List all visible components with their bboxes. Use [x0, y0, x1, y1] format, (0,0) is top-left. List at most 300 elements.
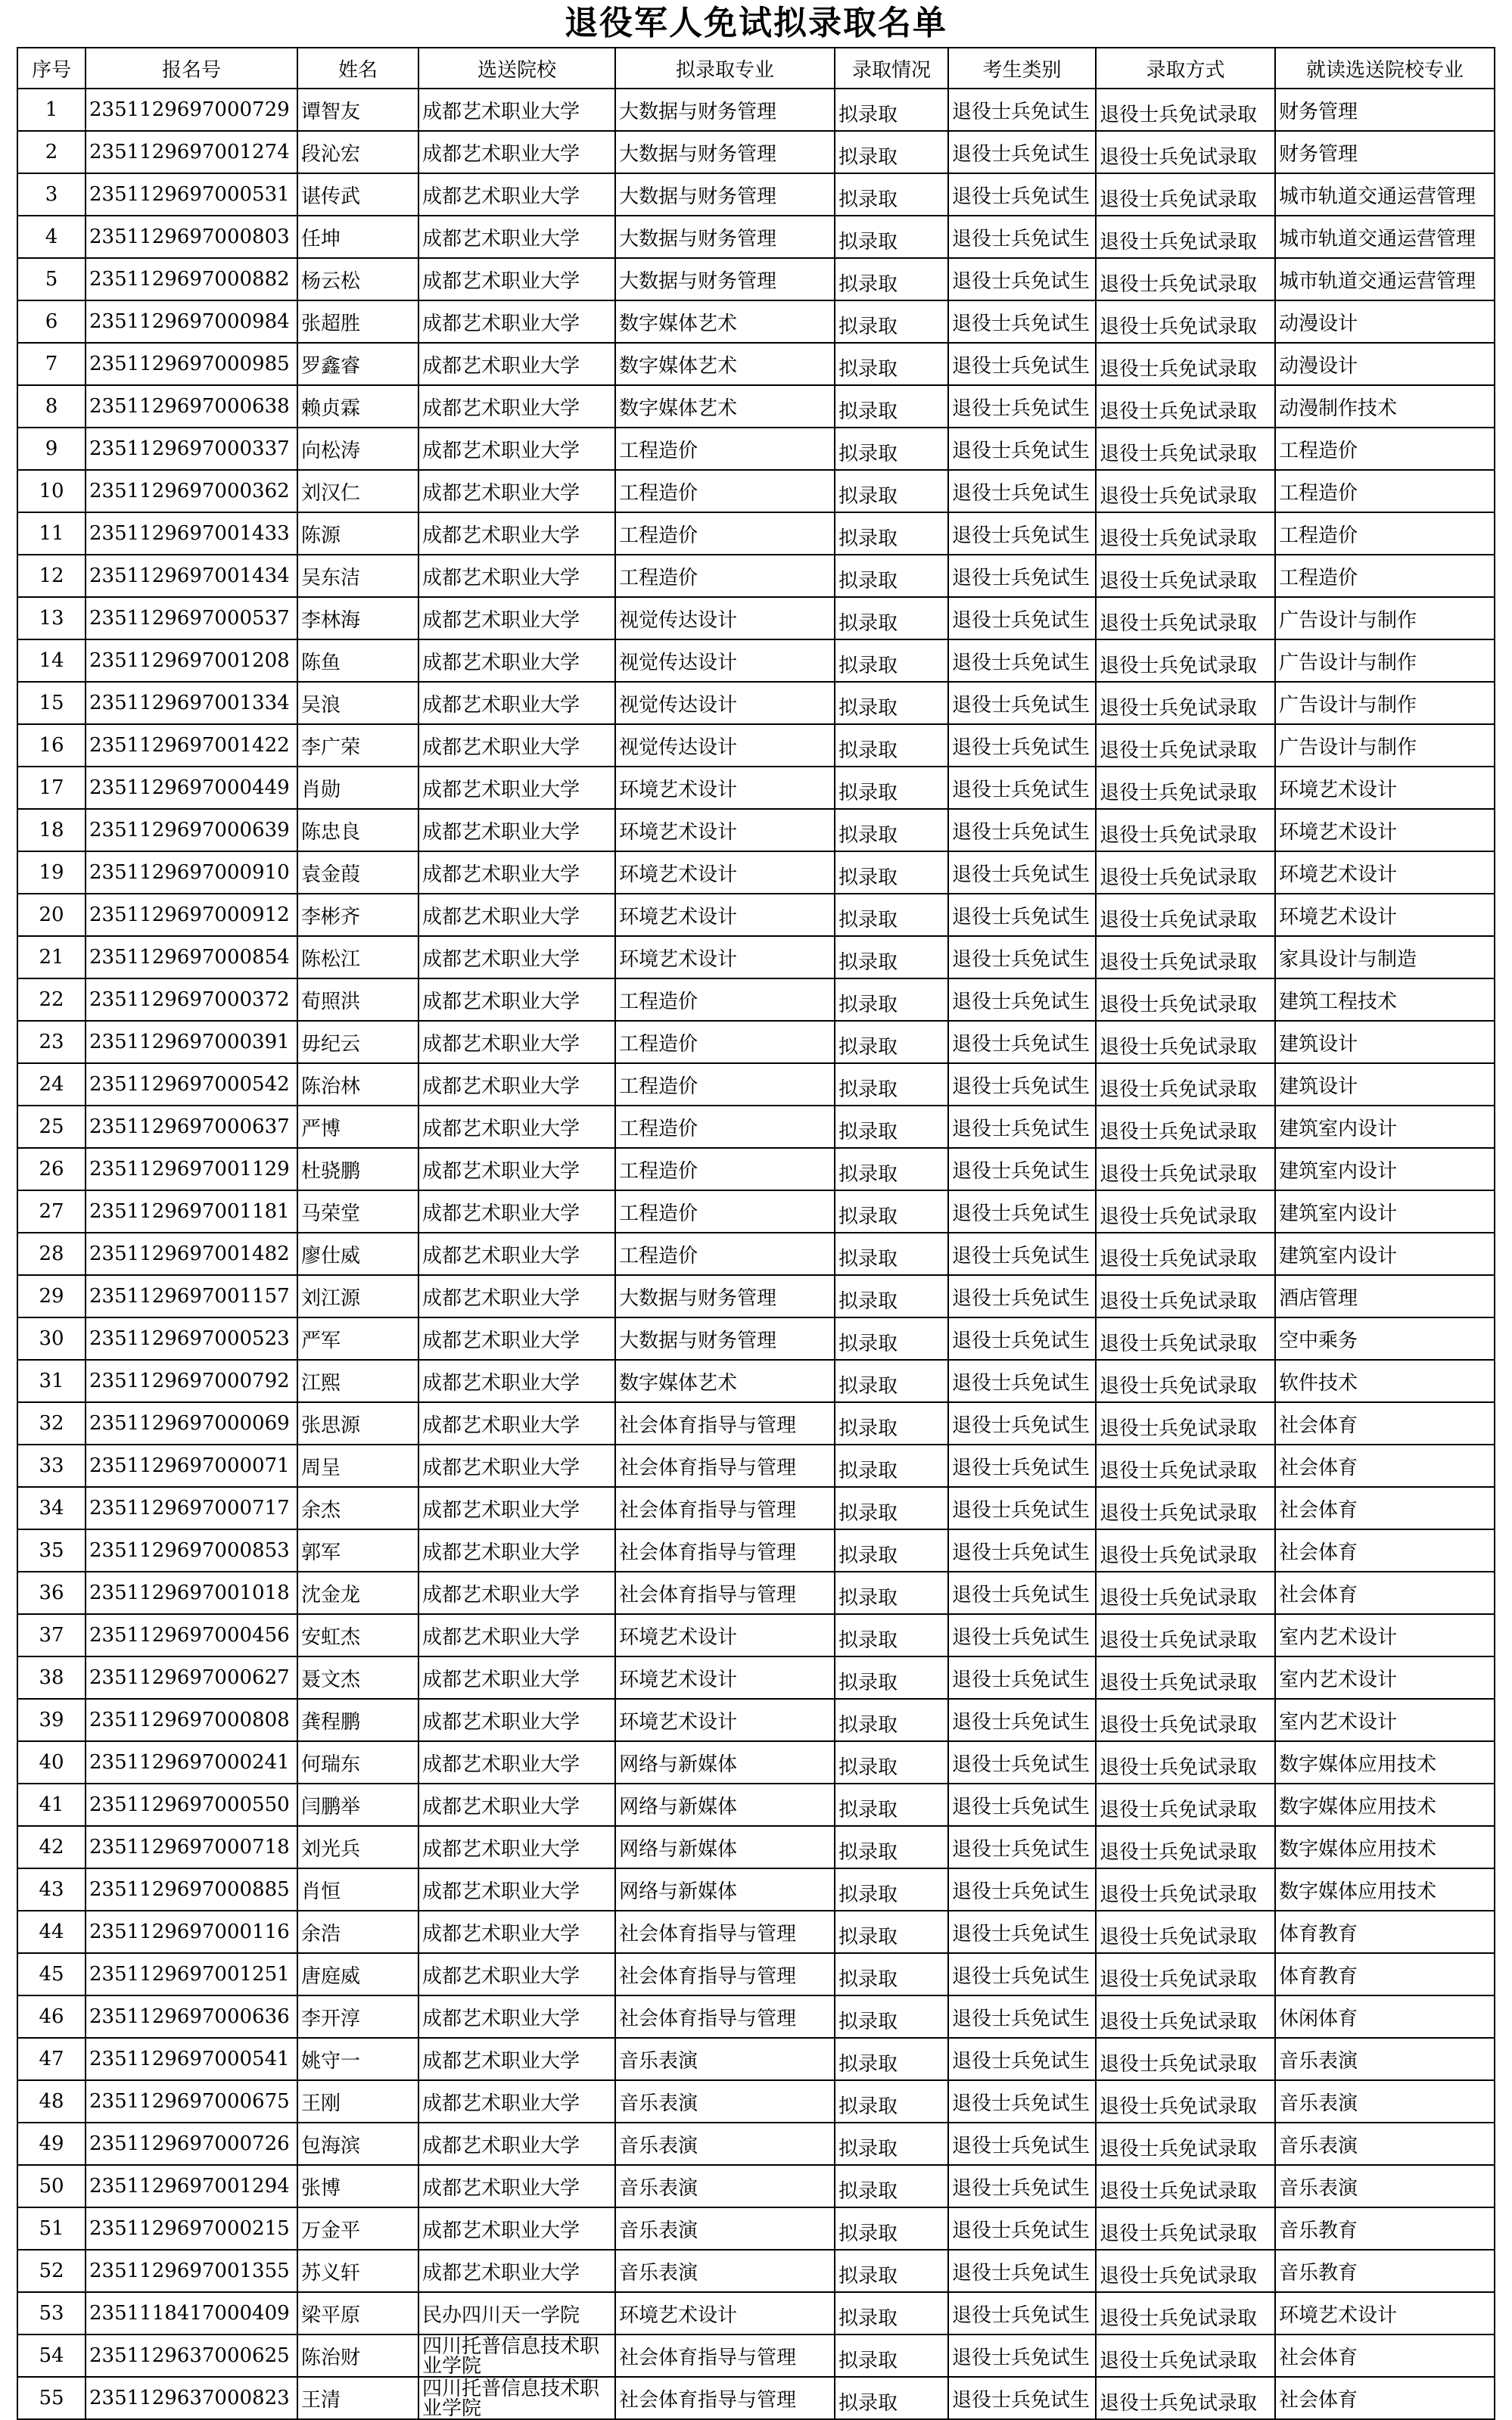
cell-school: 成都艺术职业大学 [418, 1106, 615, 1148]
cell-name: 谌传武 [297, 173, 418, 216]
cell-major: 大数据与财务管理 [615, 258, 835, 300]
cell-method: 退役士兵免试录取 [1096, 1317, 1275, 1360]
cell-school: 成都艺术职业大学 [418, 1656, 615, 1699]
cell-school: 成都艺术职业大学 [418, 470, 615, 512]
cell-method: 退役士兵免试录取 [1096, 894, 1275, 936]
cell-method: 退役士兵免试录取 [1096, 555, 1275, 597]
table-row [17, 1911, 1495, 1953]
cell-major: 网络与新媒体 [615, 1784, 835, 1826]
cell-status: 拟录取 [835, 1529, 948, 1572]
cell-method: 退役士兵免试录取 [1096, 639, 1275, 682]
cell-prev-major: 休闲体育 [1275, 1995, 1495, 2038]
cell-category: 退役士兵免试生 [948, 2334, 1096, 2377]
cell-prev-major: 广告设计与制作 [1275, 682, 1495, 724]
cell-status: 拟录取 [835, 470, 948, 512]
header-seq: 序号 [17, 48, 86, 89]
cell-category: 退役士兵免试生 [948, 1106, 1096, 1148]
table-row [17, 809, 1495, 851]
cell-major: 工程造价 [615, 1106, 835, 1148]
table-row [17, 1487, 1495, 1529]
cell-name: 陈源 [297, 512, 418, 555]
cell-method: 退役士兵免试录取 [1096, 258, 1275, 300]
cell-status: 拟录取 [835, 1953, 948, 1995]
cell-status: 拟录取 [835, 2292, 948, 2334]
table-row [17, 1063, 1495, 1106]
cell-status: 拟录取 [835, 1826, 948, 1868]
cell-method: 退役士兵免试录取 [1096, 1614, 1275, 1656]
cell-category: 退役士兵免试生 [948, 555, 1096, 597]
cell-seq: 12 [17, 555, 86, 597]
cell-school: 成都艺术职业大学 [418, 597, 615, 639]
cell-name: 余杰 [297, 1487, 418, 1529]
cell-seq: 32 [17, 1402, 86, 1445]
cell-prev-major: 数字媒体应用技术 [1275, 1784, 1495, 1826]
cell-method: 退役士兵免试录取 [1096, 2250, 1275, 2292]
cell-school: 成都艺术职业大学 [418, 767, 615, 809]
cell-reg-no: 2351129697000985 [86, 343, 297, 385]
cell-category: 退役士兵免试生 [948, 1656, 1096, 1699]
cell-major: 社会体育指导与管理 [615, 1402, 835, 1445]
cell-name: 杨云松 [297, 258, 418, 300]
cell-category: 退役士兵免试生 [948, 1699, 1096, 1741]
cell-school: 成都艺术职业大学 [418, 258, 615, 300]
table-row [17, 258, 1495, 300]
cell-school: 民办四川天一学院 [418, 2292, 615, 2334]
cell-school: 成都艺术职业大学 [418, 1699, 615, 1741]
cell-school: 成都艺术职业大学 [418, 1021, 615, 1063]
cell-major: 视觉传达设计 [615, 597, 835, 639]
cell-name: 李开淳 [297, 1995, 418, 2038]
table-row [17, 1784, 1495, 1826]
cell-status: 拟录取 [835, 2165, 948, 2207]
cell-seq: 42 [17, 1826, 86, 1868]
cell-method: 退役士兵免试录取 [1096, 1445, 1275, 1487]
cell-school: 成都艺术职业大学 [418, 300, 615, 343]
cell-name: 张超胜 [297, 300, 418, 343]
table-row [17, 1614, 1495, 1656]
cell-method: 退役士兵免试录取 [1096, 2377, 1275, 2419]
table-row [17, 1741, 1495, 1784]
cell-seq: 21 [17, 936, 86, 978]
cell-method: 退役士兵免试录取 [1096, 597, 1275, 639]
cell-status: 拟录取 [835, 597, 948, 639]
cell-prev-major: 室内艺术设计 [1275, 1656, 1495, 1699]
cell-major: 工程造价 [615, 1063, 835, 1106]
cell-prev-major: 动漫设计 [1275, 300, 1495, 343]
cell-prev-major: 社会体育 [1275, 2334, 1495, 2377]
cell-major: 网络与新媒体 [615, 1741, 835, 1784]
table-row [17, 343, 1495, 385]
table-row [17, 2165, 1495, 2207]
cell-prev-major: 建筑室内设计 [1275, 1148, 1495, 1190]
cell-category: 退役士兵免试生 [948, 1445, 1096, 1487]
cell-name: 严军 [297, 1317, 418, 1360]
cell-name: 刘光兵 [297, 1826, 418, 1868]
cell-method: 退役士兵免试录取 [1096, 1021, 1275, 1063]
cell-method: 退役士兵免试录取 [1096, 470, 1275, 512]
cell-reg-no: 2351129697000537 [86, 597, 297, 639]
cell-name: 万金平 [297, 2207, 418, 2250]
cell-reg-no: 2351129697000116 [86, 1911, 297, 1953]
cell-method: 退役士兵免试录取 [1096, 343, 1275, 385]
cell-method: 退役士兵免试录取 [1096, 809, 1275, 851]
cell-prev-major: 广告设计与制作 [1275, 639, 1495, 682]
table-row [17, 2250, 1495, 2292]
cell-status: 拟录取 [835, 978, 948, 1021]
cell-seq: 53 [17, 2292, 86, 2334]
cell-seq: 29 [17, 1275, 86, 1317]
cell-major: 音乐表演 [615, 2123, 835, 2165]
header-major: 拟录取专业 [615, 48, 835, 89]
cell-school: 成都艺术职业大学 [418, 1995, 615, 2038]
cell-major: 社会体育指导与管理 [615, 2377, 835, 2419]
cell-major: 音乐表演 [615, 2207, 835, 2250]
cell-status: 拟录取 [835, 1190, 948, 1233]
cell-category: 退役士兵免试生 [948, 1190, 1096, 1233]
cell-reg-no: 2351129697000636 [86, 1995, 297, 2038]
cell-method: 退役士兵免试录取 [1096, 2334, 1275, 2377]
cell-category: 退役士兵免试生 [948, 936, 1096, 978]
cell-major: 大数据与财务管理 [615, 173, 835, 216]
cell-status: 拟录取 [835, 2080, 948, 2123]
cell-seq: 35 [17, 1529, 86, 1572]
cell-reg-no: 2351129697001208 [86, 639, 297, 682]
cell-status: 拟录取 [835, 1741, 948, 1784]
cell-major: 音乐表演 [615, 2080, 835, 2123]
cell-name: 沈金龙 [297, 1572, 418, 1614]
cell-method: 退役士兵免试录取 [1096, 724, 1275, 767]
cell-prev-major: 音乐表演 [1275, 2038, 1495, 2080]
cell-school: 成都艺术职业大学 [418, 512, 615, 555]
cell-seq: 5 [17, 258, 86, 300]
cell-name: 谭智友 [297, 89, 418, 131]
table-row [17, 682, 1495, 724]
cell-name: 张博 [297, 2165, 418, 2207]
cell-seq: 50 [17, 2165, 86, 2207]
cell-method: 退役士兵免试录取 [1096, 978, 1275, 1021]
cell-status: 拟录取 [835, 512, 948, 555]
cell-name: 姚守一 [297, 2038, 418, 2080]
cell-name: 肖勋 [297, 767, 418, 809]
cell-category: 退役士兵免试生 [948, 2250, 1096, 2292]
cell-seq: 2 [17, 131, 86, 173]
cell-category: 退役士兵免试生 [948, 1063, 1096, 1106]
cell-status: 拟录取 [835, 1614, 948, 1656]
cell-name: 毋纪云 [297, 1021, 418, 1063]
cell-method: 退役士兵免试录取 [1096, 1784, 1275, 1826]
cell-category: 退役士兵免试生 [948, 1402, 1096, 1445]
cell-seq: 45 [17, 1953, 86, 1995]
cell-major: 数字媒体艺术 [615, 1360, 835, 1402]
cell-method: 退役士兵免试录取 [1096, 1699, 1275, 1741]
cell-prev-major: 广告设计与制作 [1275, 597, 1495, 639]
cell-reg-no: 2351129697000853 [86, 1529, 297, 1572]
table-row [17, 936, 1495, 978]
cell-name: 余浩 [297, 1911, 418, 1953]
cell-category: 退役士兵免试生 [948, 894, 1096, 936]
cell-reg-no: 2351129697000362 [86, 470, 297, 512]
cell-name: 任坤 [297, 216, 418, 258]
cell-major: 环境艺术设计 [615, 851, 835, 894]
cell-prev-major: 体育教育 [1275, 1953, 1495, 1995]
cell-category: 退役士兵免试生 [948, 724, 1096, 767]
cell-school: 成都艺术职业大学 [418, 2038, 615, 2080]
cell-reg-no: 2351129697000241 [86, 1741, 297, 1784]
cell-reg-no: 2351129697000638 [86, 385, 297, 428]
cell-seq: 31 [17, 1360, 86, 1402]
cell-major: 工程造价 [615, 978, 835, 1021]
cell-school: 成都艺术职业大学 [418, 978, 615, 1021]
cell-seq: 52 [17, 2250, 86, 2292]
cell-name: 马荣堂 [297, 1190, 418, 1233]
cell-name: 段沁宏 [297, 131, 418, 173]
cell-seq: 41 [17, 1784, 86, 1826]
cell-school: 成都艺术职业大学 [418, 1190, 615, 1233]
cell-reg-no: 2351129697000372 [86, 978, 297, 1021]
cell-major: 大数据与财务管理 [615, 131, 835, 173]
cell-method: 退役士兵免试录取 [1096, 428, 1275, 470]
cell-category: 退役士兵免试生 [948, 2207, 1096, 2250]
table-row [17, 767, 1495, 809]
table-row [17, 1190, 1495, 1233]
cell-major: 环境艺术设计 [615, 894, 835, 936]
cell-method: 退役士兵免试录取 [1096, 173, 1275, 216]
cell-seq: 16 [17, 724, 86, 767]
cell-reg-no: 2351129637000823 [86, 2377, 297, 2419]
cell-status: 拟录取 [835, 343, 948, 385]
cell-category: 退役士兵免试生 [948, 1317, 1096, 1360]
cell-major: 社会体育指导与管理 [615, 1487, 835, 1529]
cell-category: 退役士兵免试生 [948, 639, 1096, 682]
cell-school: 成都艺术职业大学 [418, 1826, 615, 1868]
table-row [17, 1699, 1495, 1741]
cell-reg-no: 2351129697000792 [86, 1360, 297, 1402]
cell-category: 退役士兵免试生 [948, 1911, 1096, 1953]
cell-major: 视觉传达设计 [615, 724, 835, 767]
cell-category: 退役士兵免试生 [948, 1233, 1096, 1275]
cell-method: 退役士兵免试录取 [1096, 1911, 1275, 1953]
cell-seq: 30 [17, 1317, 86, 1360]
cell-name: 郭军 [297, 1529, 418, 1572]
table-row [17, 1995, 1495, 2038]
cell-prev-major: 广告设计与制作 [1275, 724, 1495, 767]
cell-reg-no: 2351129697001157 [86, 1275, 297, 1317]
cell-status: 拟录取 [835, 2250, 948, 2292]
cell-reg-no: 2351129697000717 [86, 1487, 297, 1529]
cell-category: 退役士兵免试生 [948, 343, 1096, 385]
cell-status: 拟录取 [835, 1063, 948, 1106]
cell-category: 退役士兵免试生 [948, 682, 1096, 724]
cell-seq: 54 [17, 2334, 86, 2377]
table-row [17, 2207, 1495, 2250]
cell-category: 退役士兵免试生 [948, 1275, 1096, 1317]
cell-seq: 11 [17, 512, 86, 555]
cell-prev-major: 空中乘务 [1275, 1317, 1495, 1360]
cell-name: 陈鱼 [297, 639, 418, 682]
header-name: 姓名 [297, 48, 418, 89]
cell-school: 成都艺术职业大学 [418, 1911, 615, 1953]
cell-category: 退役士兵免试生 [948, 1487, 1096, 1529]
header-prev-major: 就读选送院校专业 [1275, 48, 1495, 89]
cell-major: 社会体育指导与管理 [615, 1572, 835, 1614]
cell-method: 退役士兵免试录取 [1096, 385, 1275, 428]
cell-major: 环境艺术设计 [615, 1699, 835, 1741]
cell-status: 拟录取 [835, 1784, 948, 1826]
cell-category: 退役士兵免试生 [948, 2123, 1096, 2165]
cell-major: 社会体育指导与管理 [615, 1529, 835, 1572]
cell-reg-no: 2351129697000523 [86, 1317, 297, 1360]
table-row [17, 1317, 1495, 1360]
cell-status: 拟录取 [835, 131, 948, 173]
table-row [17, 1953, 1495, 1995]
cell-reg-no: 2351129637000625 [86, 2334, 297, 2377]
cell-reg-no: 2351129697000882 [86, 258, 297, 300]
cell-reg-no: 2351129697000912 [86, 894, 297, 936]
cell-school: 成都艺术职业大学 [418, 2080, 615, 2123]
cell-school: 四川托普信息技术职业学院 [418, 2334, 615, 2377]
cell-school: 成都艺术职业大学 [418, 1784, 615, 1826]
cell-prev-major: 建筑工程技术 [1275, 978, 1495, 1021]
header-status: 录取情况 [835, 48, 948, 89]
cell-school: 成都艺术职业大学 [418, 1953, 615, 1995]
cell-school: 成都艺术职业大学 [418, 2165, 615, 2207]
table-row [17, 1529, 1495, 1572]
cell-school: 成都艺术职业大学 [418, 894, 615, 936]
cell-status: 拟录取 [835, 89, 948, 131]
cell-name: 梁平原 [297, 2292, 418, 2334]
cell-school: 成都艺术职业大学 [418, 1233, 615, 1275]
cell-method: 退役士兵免试录取 [1096, 1275, 1275, 1317]
cell-status: 拟录取 [835, 682, 948, 724]
cell-category: 退役士兵免试生 [948, 2080, 1096, 2123]
cell-status: 拟录取 [835, 1402, 948, 1445]
cell-method: 退役士兵免试录取 [1096, 131, 1275, 173]
cell-reg-no: 2351129697001294 [86, 2165, 297, 2207]
cell-reg-no: 2351129697000069 [86, 1402, 297, 1445]
cell-school: 成都艺术职业大学 [418, 2207, 615, 2250]
cell-name: 李彬齐 [297, 894, 418, 936]
cell-major: 工程造价 [615, 1148, 835, 1190]
cell-status: 拟录取 [835, 1021, 948, 1063]
table-row [17, 2292, 1495, 2334]
cell-major: 工程造价 [615, 1021, 835, 1063]
cell-seq: 28 [17, 1233, 86, 1275]
cell-name: 刘江源 [297, 1275, 418, 1317]
cell-school: 成都艺术职业大学 [418, 1317, 615, 1360]
cell-reg-no: 2351129697001181 [86, 1190, 297, 1233]
cell-method: 退役士兵免试录取 [1096, 2038, 1275, 2080]
cell-school: 成都艺术职业大学 [418, 385, 615, 428]
cell-name: 向松涛 [297, 428, 418, 470]
cell-name: 聂文杰 [297, 1656, 418, 1699]
cell-category: 退役士兵免试生 [948, 1868, 1096, 1911]
cell-status: 拟录取 [835, 724, 948, 767]
cell-name: 周呈 [297, 1445, 418, 1487]
cell-category: 退役士兵免试生 [948, 385, 1096, 428]
cell-name: 李广荣 [297, 724, 418, 767]
cell-reg-no: 2351129697000550 [86, 1784, 297, 1826]
cell-method: 退役士兵免试录取 [1096, 89, 1275, 131]
cell-status: 拟录取 [835, 1995, 948, 2038]
cell-prev-major: 建筑室内设计 [1275, 1190, 1495, 1233]
cell-method: 退役士兵免试录取 [1096, 1995, 1275, 2038]
cell-prev-major: 工程造价 [1275, 428, 1495, 470]
cell-major: 环境艺术设计 [615, 2292, 835, 2334]
header-method: 录取方式 [1096, 48, 1275, 89]
cell-major: 大数据与财务管理 [615, 1275, 835, 1317]
cell-major: 社会体育指导与管理 [615, 1911, 835, 1953]
cell-school: 成都艺术职业大学 [418, 2250, 615, 2292]
cell-reg-no: 2351129697000639 [86, 809, 297, 851]
cell-reg-no: 2351129697000803 [86, 216, 297, 258]
table-row [17, 2123, 1495, 2165]
cell-prev-major: 软件技术 [1275, 1360, 1495, 1402]
table-row [17, 89, 1495, 131]
cell-category: 退役士兵免试生 [948, 2377, 1096, 2419]
table-row [17, 385, 1495, 428]
cell-status: 拟录取 [835, 1572, 948, 1614]
cell-reg-no: 2351129697000984 [86, 300, 297, 343]
cell-prev-major: 数字媒体应用技术 [1275, 1868, 1495, 1911]
cell-school: 成都艺术职业大学 [418, 1572, 615, 1614]
cell-method: 退役士兵免试录取 [1096, 216, 1275, 258]
cell-prev-major: 建筑设计 [1275, 1063, 1495, 1106]
cell-reg-no: 2351129697000071 [86, 1445, 297, 1487]
cell-category: 退役士兵免试生 [948, 2292, 1096, 2334]
cell-method: 退役士兵免试录取 [1096, 1656, 1275, 1699]
cell-method: 退役士兵免试录取 [1096, 2207, 1275, 2250]
cell-status: 拟录取 [835, 639, 948, 682]
cell-seq: 3 [17, 173, 86, 216]
cell-method: 退役士兵免试录取 [1096, 1402, 1275, 1445]
cell-major: 工程造价 [615, 1233, 835, 1275]
cell-prev-major: 动漫设计 [1275, 343, 1495, 385]
cell-school: 成都艺术职业大学 [418, 343, 615, 385]
cell-school: 成都艺术职业大学 [418, 131, 615, 173]
cell-method: 退役士兵免试录取 [1096, 1190, 1275, 1233]
cell-school: 成都艺术职业大学 [418, 639, 615, 682]
cell-school: 四川托普信息技术职业学院 [418, 2377, 615, 2419]
cell-name: 杜骁鹏 [297, 1148, 418, 1190]
cell-seq: 13 [17, 597, 86, 639]
cell-major: 视觉传达设计 [615, 639, 835, 682]
table-row [17, 1402, 1495, 1445]
cell-name: 荀照洪 [297, 978, 418, 1021]
cell-prev-major: 工程造价 [1275, 555, 1495, 597]
cell-status: 拟录取 [835, 1317, 948, 1360]
cell-major: 音乐表演 [615, 2250, 835, 2292]
cell-status: 拟录取 [835, 809, 948, 851]
cell-major: 音乐表演 [615, 2165, 835, 2207]
cell-school: 成都艺术职业大学 [418, 216, 615, 258]
cell-seq: 17 [17, 767, 86, 809]
cell-major: 环境艺术设计 [615, 1656, 835, 1699]
cell-category: 退役士兵免试生 [948, 1953, 1096, 1995]
cell-prev-major: 社会体育 [1275, 1529, 1495, 1572]
cell-seq: 44 [17, 1911, 86, 1953]
cell-prev-major: 工程造价 [1275, 470, 1495, 512]
cell-prev-major: 环境艺术设计 [1275, 809, 1495, 851]
page-title: 退役军人免试拟录取名单 [565, 4, 947, 42]
cell-status: 拟录取 [835, 1699, 948, 1741]
cell-reg-no: 2351129697000337 [86, 428, 297, 470]
cell-method: 退役士兵免试录取 [1096, 1487, 1275, 1529]
cell-reg-no: 2351129697000885 [86, 1868, 297, 1911]
cell-name: 龚程鹏 [297, 1699, 418, 1741]
cell-prev-major: 数字媒体应用技术 [1275, 1826, 1495, 1868]
cell-school: 成都艺术职业大学 [418, 428, 615, 470]
cell-category: 退役士兵免试生 [948, 173, 1096, 216]
